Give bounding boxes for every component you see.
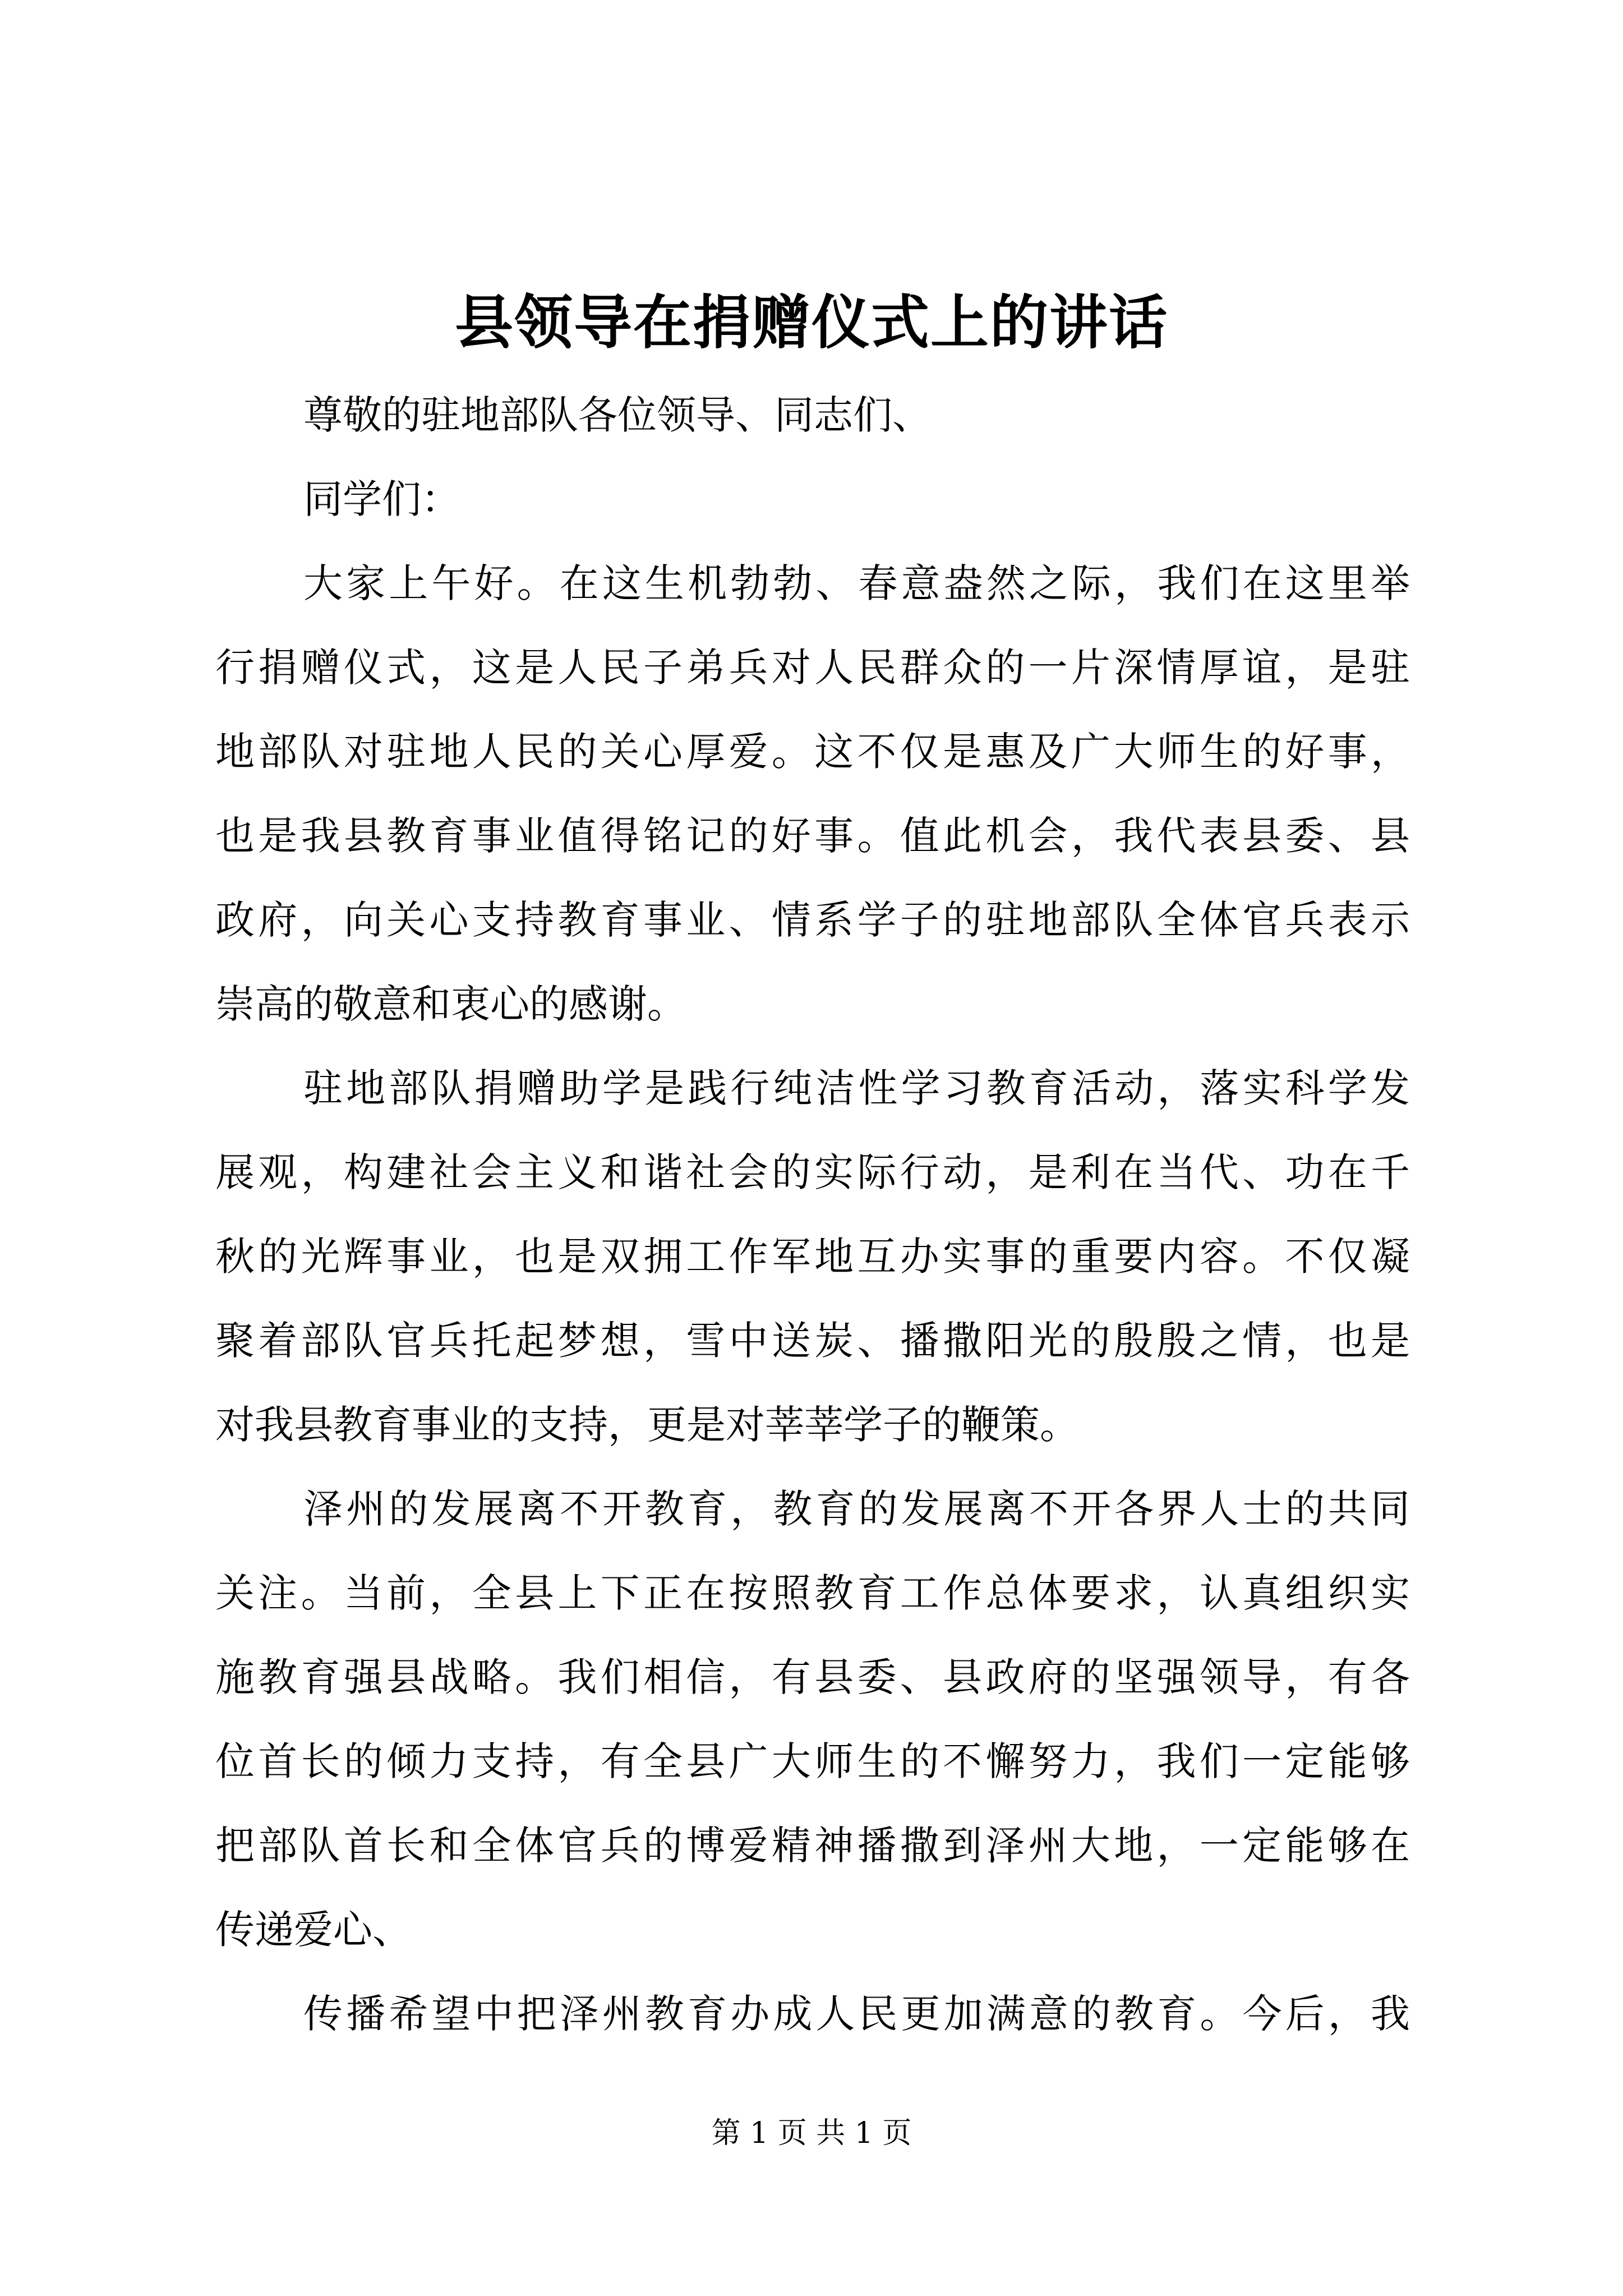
paragraph-1-line-1: 大家上午好。在这生机勃勃、春意盎然之际，我们在这里举 <box>303 560 1410 606</box>
salutation-line-1: 尊敬的驻地部队各位领导、同志们、 <box>303 392 932 438</box>
paragraph-3-line-1: 泽州的发展离不开教育，教育的发展离不开各界人士的共同 <box>303 1486 1410 1532</box>
document-title: 县领导在捐赠仪式上的讲话 <box>454 288 1168 357</box>
paragraph-2-line-3: 秋的光辉事业，也是双拥工作军地互办实事的重要内容。不仅凝 <box>215 1234 1410 1280</box>
paragraph-4-line-1: 传播希望中把泽州教育办成人民更加满意的教育。今后，我 <box>303 1991 1410 2037</box>
paragraph-3-line-2: 关注。当前，全县上下正在按照教育工作总体要求，认真组织实 <box>215 1570 1410 1616</box>
paragraph-3-line-6: 传递爱心、 <box>215 1907 412 1953</box>
paragraph-3-line-4: 位首长的倾力支持，有全县广大师生的不懈努力，我们一定能够 <box>215 1738 1410 1784</box>
paragraph-2-line-4: 聚着部队官兵托起梦想，雪中送炭、播撒阳光的殷殷之情，也是 <box>215 1318 1410 1364</box>
paragraph-1-line-4: 也是我县教育事业值得铭记的好事。值此机会，我代表县委、县 <box>215 813 1410 859</box>
paragraph-2-line-2: 展观，构建社会主义和谐社会的实际行动，是利在当代、功在千 <box>215 1149 1410 1195</box>
paragraph-1-line-3: 地部队对驻地人民的关心厚爱。这不仅是惠及广大师生的好事， <box>215 729 1410 775</box>
paragraph-1-line-5: 政府，向关心支持教育事业、情系学子的驻地部队全体官兵表示 <box>215 897 1410 943</box>
paragraph-2-line-5: 对我县教育事业的支持，更是对莘莘学子的鞭策。 <box>215 1402 1079 1448</box>
paragraph-2-line-1: 驻地部队捐赠助学是践行纯洁性学习教育活动，落实科学发 <box>303 1065 1410 1111</box>
salutation-line-2: 同学们： <box>303 476 460 522</box>
paragraph-1-line-6: 崇高的敬意和衷心的感谢。 <box>215 981 686 1027</box>
paragraph-3-line-5: 把部队首长和全体官兵的博爱精神播撒到泽州大地，一定能够在 <box>215 1823 1410 1869</box>
paragraph-3-line-3: 施教育强县战略。我们相信，有县委、县政府的坚强领导，有各 <box>215 1654 1410 1700</box>
page-footer: 第 1 页 共 1 页 <box>711 2116 912 2150</box>
paragraph-1-line-2: 行捐赠仪式，这是人民子弟兵对人民群众的一片深情厚谊，是驻 <box>215 645 1410 691</box>
